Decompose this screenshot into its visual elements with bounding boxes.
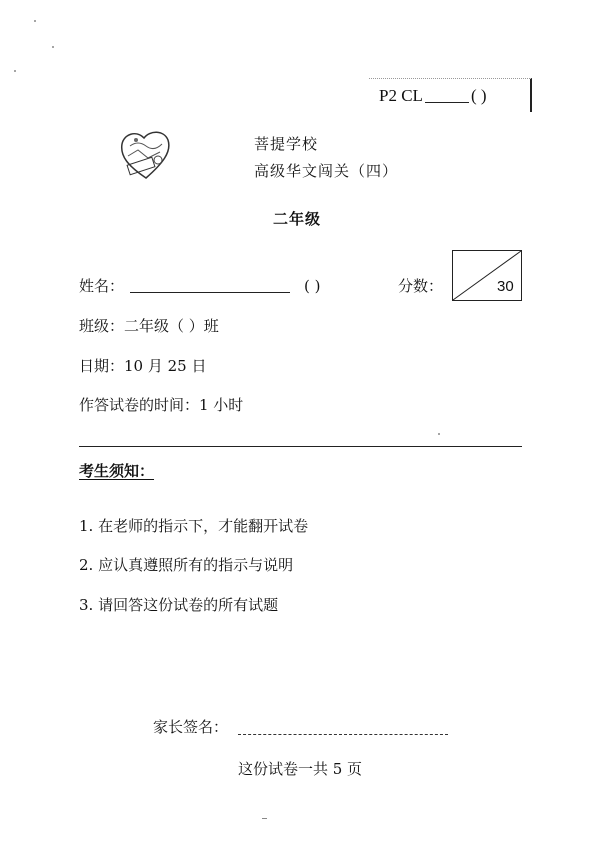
name-field[interactable] — [130, 291, 290, 293]
class-code-prefix: P2 CL — [379, 86, 423, 105]
section-divider — [79, 446, 522, 447]
name-number-paren: ( ) — [304, 277, 321, 295]
class-code-box — [369, 78, 532, 112]
grade-heading: 二年级 — [273, 210, 322, 228]
class-row: 班级：二年级（ ）班 — [79, 317, 219, 335]
notice-title: 考生须知： — [79, 462, 155, 480]
class-code-blank — [425, 101, 469, 103]
instruction-item: 1. 在老师的指示下，才能翻开试卷 — [79, 517, 309, 535]
scan-speck — [34, 20, 36, 22]
signature-label: 家长签名： — [153, 718, 229, 736]
signature-row — [153, 716, 448, 737]
name-label: 姓名： — [79, 277, 125, 295]
time-row: 作答试卷的时间：1 小时 — [79, 396, 244, 414]
signature-field[interactable] — [238, 733, 448, 735]
heart-logo-icon — [118, 128, 174, 182]
exam-title: 高级华文闯关（四） — [254, 162, 399, 180]
name-row — [79, 275, 321, 296]
scan-speck — [438, 433, 440, 435]
page-count: 这份试卷一共 5 页 — [237, 760, 363, 778]
scan-speck — [14, 70, 16, 72]
score-total: 30 — [497, 278, 514, 295]
instruction-item: 3. 请回答这份试卷的所有试题 — [79, 596, 279, 614]
school-name: 菩提学校 — [254, 135, 319, 153]
date-row: 日期：10 月 25 日 — [79, 357, 207, 375]
scan-speck — [262, 818, 267, 819]
class-code-paren: ( ) — [470, 86, 487, 105]
instruction-item: 2. 应认真遵照所有的指示与说明 — [79, 556, 294, 574]
score-label: 分数： — [398, 277, 444, 295]
scan-speck — [52, 46, 54, 48]
